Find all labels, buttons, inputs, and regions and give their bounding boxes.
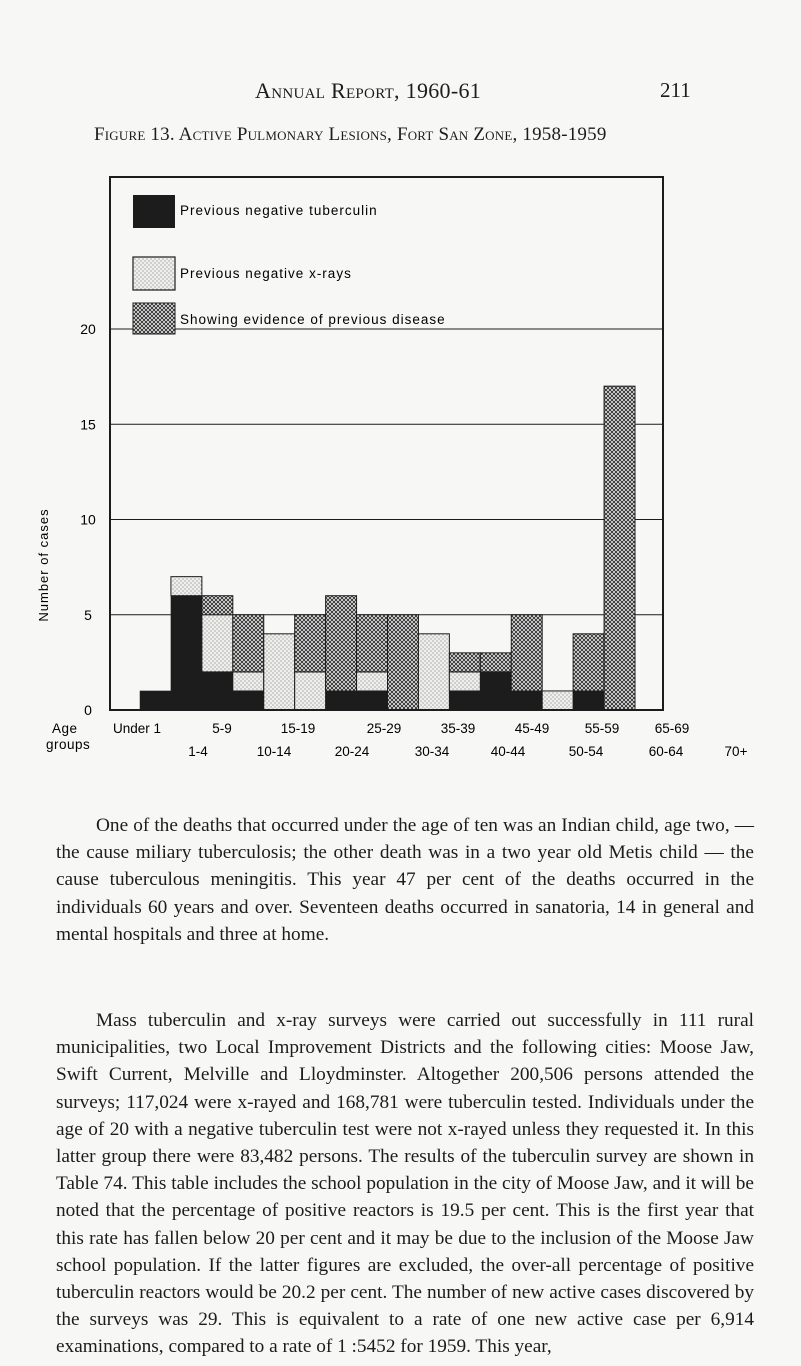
x-tick-label: 60-64 [648, 744, 684, 759]
x-tick-label: 1-4 [188, 744, 208, 759]
y-tick-label: 10 [80, 511, 96, 528]
y-tick-label: 0 [84, 702, 92, 718]
bar-segment [202, 672, 233, 710]
bar-segment [604, 386, 635, 710]
chart-bars [140, 386, 635, 710]
bar-segment [449, 653, 480, 672]
running-title: Annual Report, 1960-61 [255, 78, 482, 103]
bar-segment [357, 615, 388, 672]
bar-segment [388, 615, 419, 710]
bar-segment [480, 653, 511, 672]
bar-segment [233, 691, 264, 710]
bar-segment [140, 691, 171, 710]
bar-segment [449, 691, 480, 710]
x-axis-label-groups: groups [46, 737, 91, 752]
x-tick-label: 35-39 [440, 721, 476, 736]
bar-segment [418, 634, 449, 710]
x-tick-label: 20-24 [334, 744, 370, 759]
bar-segment [357, 672, 388, 691]
page-number: 211 [660, 78, 691, 102]
x-tick-label: 50-54 [568, 744, 604, 759]
x-axis-label-age: Age [52, 721, 78, 736]
x-tick-label: 40-44 [490, 744, 526, 759]
bar-segment [480, 672, 511, 710]
x-tick-label: 55-59 [584, 721, 620, 736]
bar-segment [511, 691, 542, 710]
bar-segment [233, 615, 264, 672]
bar-segment [295, 615, 326, 672]
bar-segment [171, 577, 202, 596]
x-tick-label: 30-34 [414, 744, 450, 759]
chart-gridlines [110, 329, 663, 615]
x-tick-label: 65-69 [654, 721, 690, 736]
bar-segment [295, 672, 326, 710]
figure-title: Figure 13. Active Pulmonary Lesions, Fort San Zone, 1958-1959 [94, 124, 607, 145]
bar-segment [202, 596, 233, 615]
legend [133, 195, 446, 334]
y-tick-label: 20 [80, 321, 96, 337]
x-tick-label: 5-9 [212, 721, 232, 736]
paragraph-2: Mass tuberculin and x-ray surveys were carried out successfully in 111 rural municipalities, two Local Improvement Districts and the following cities: Moose Jaw, Swift Current, Melville and Lloydminster. Altogether 200,506 persons attended the surveys; 117,024 were x-rayed and 168,781 were tuberculin tested. Individuals under the age of 20 with a negative tuberculin test were not x-rayed unless they requested it. In this latter group there were 83,482 persons. The results of the tuberculin survey are shown in Table 74. This table includes the school population in the city of Moose Jaw, and it will be noted that the percentage of positive reactors is 19.5 per cent. This is the first year that this rate has fallen below 20 per cent and it may be due to the inclusion of the Moose Jaw school population. If the latter figures are excluded, the over-all percentage of positive tuberculin reactors would be 20.2 per cent. The number of new active cases discovered by the surveys was 29. This is equivalent to a rate of one new active case per 6,914 examinations, compared to a rate of 1 :5452 for 1959. This year, [56, 1010, 754, 1358]
y-tick-label: 5 [84, 606, 92, 623]
y-tick-label: 15 [80, 416, 96, 433]
legend-label-dots: Previous negative x-rays [180, 266, 352, 281]
legend-swatch-hatch [133, 303, 175, 334]
bar-segment [202, 615, 233, 672]
legend-swatch-solid [133, 195, 175, 228]
x-tick-labels [113, 721, 748, 759]
x-tick-label: Under 1 [112, 721, 162, 736]
x-tick-label: 70+ [724, 744, 748, 759]
y-axis-label: Number of cases [36, 508, 51, 622]
bar-segment [573, 691, 604, 710]
bar-segment [326, 596, 357, 691]
bar-segment [264, 634, 295, 710]
x-tick-label: 10-14 [256, 744, 292, 759]
bar-segment [542, 691, 573, 710]
x-tick-label: 45-49 [514, 721, 550, 736]
legend-label-hatch: Showing evidence of previous disease [180, 312, 446, 327]
legend-swatch-dots [133, 257, 175, 290]
bar-segment [233, 672, 264, 691]
bar-segment [449, 672, 480, 691]
bar-segment [573, 634, 604, 691]
x-tick-label: 15-19 [280, 721, 316, 736]
chart [0, 160, 801, 800]
paragraph-1: One of the deaths that occurred under the age of ten was an Indian child, age two, — the cause miliary tuberculosis; the other death was in a two year old Metis child — the cause tuberculous meningitis. This year 47 per cent of the deaths occurred in the individuals 60 years and over. Seventeen deaths occurred in sanatoria, 14 in general and mental hospitals and three at home. [56, 815, 754, 945]
bar-segment [511, 615, 542, 691]
bar-segment [171, 596, 202, 710]
page-header [0, 78, 801, 108]
bar-segment [326, 691, 357, 710]
legend-label-solid: Previous negative tuberculin [180, 203, 378, 218]
y-tick-labels [80, 321, 96, 718]
x-tick-label: 25-29 [366, 721, 402, 736]
bar-segment [357, 691, 388, 710]
